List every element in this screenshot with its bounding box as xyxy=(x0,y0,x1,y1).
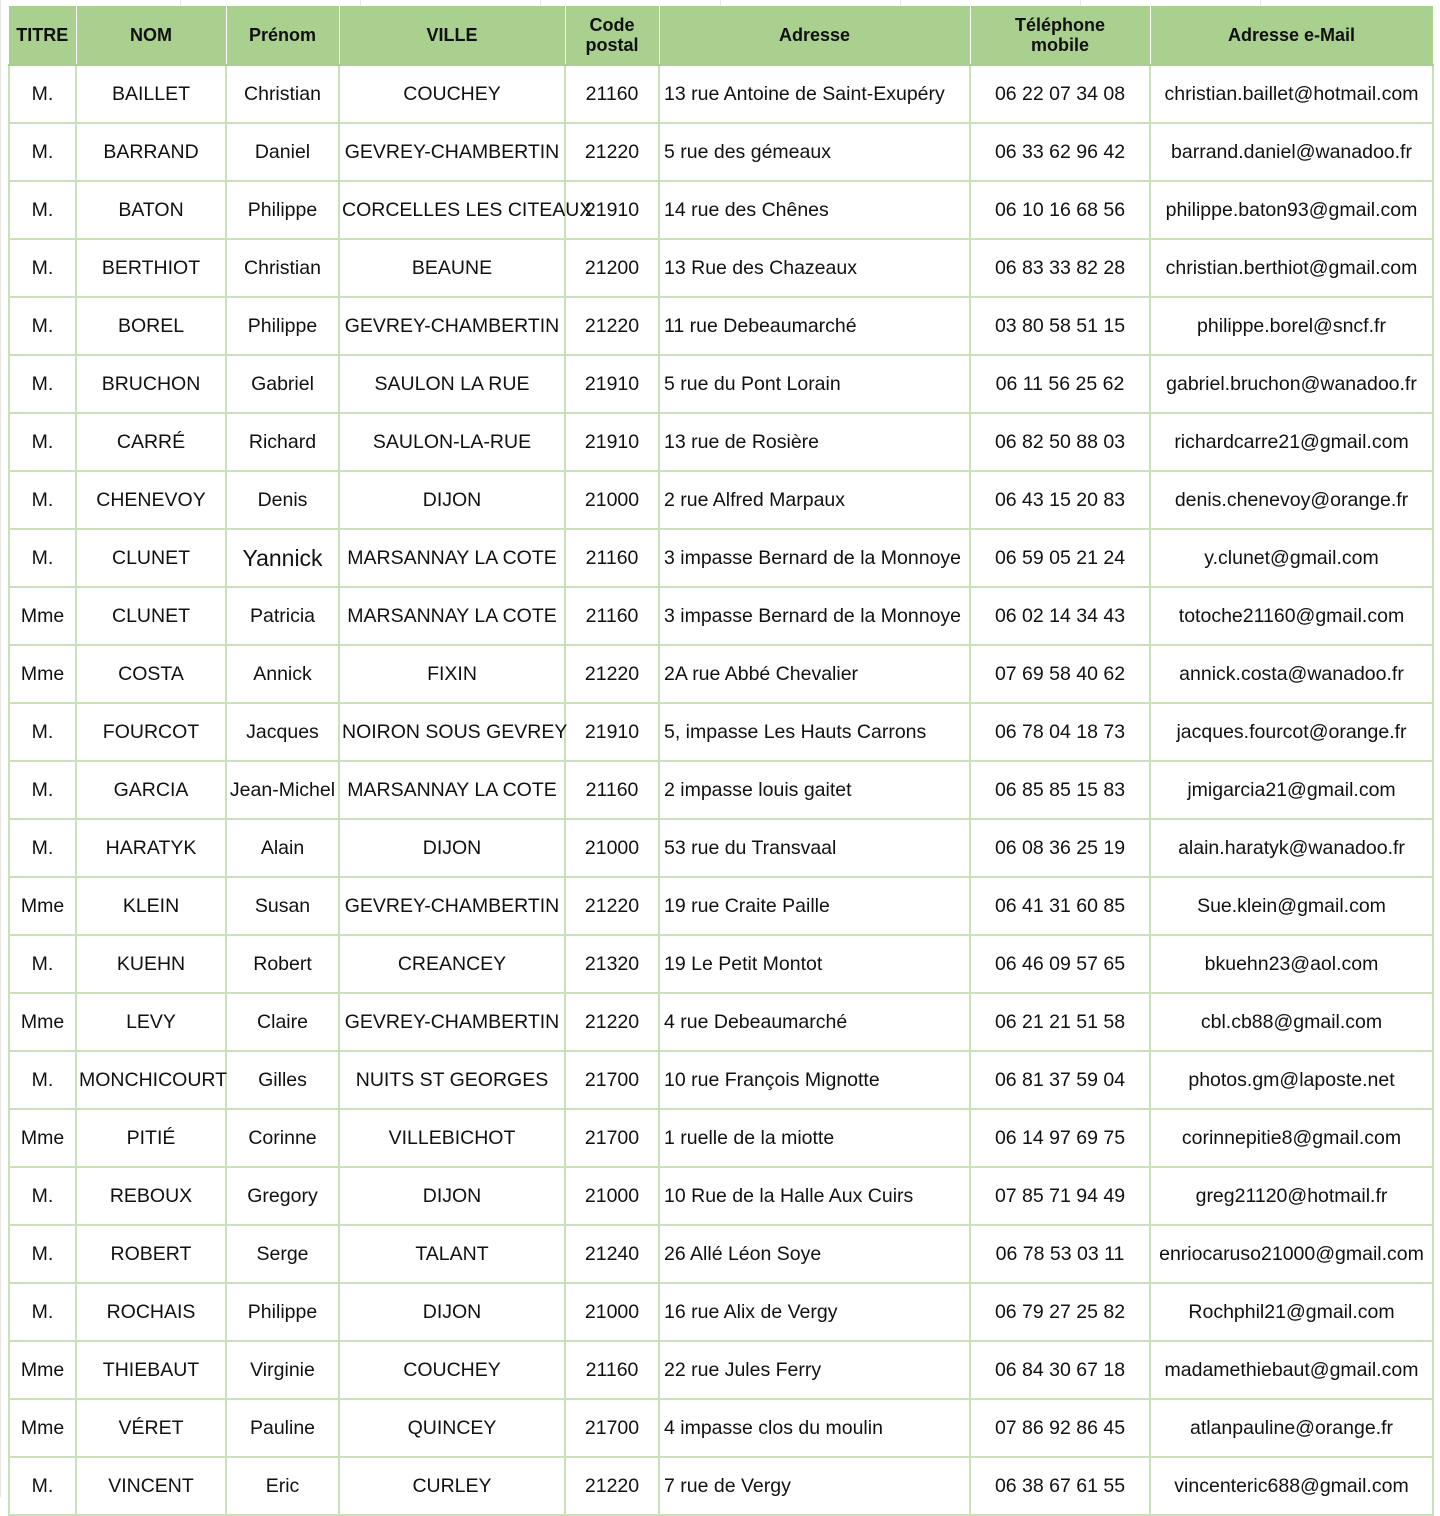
table-header xyxy=(9,6,1433,65)
cell-titre[interactable]: Mme xyxy=(9,587,76,645)
cell-adresse[interactable]: 11 rue Debeaumarché xyxy=(659,297,970,355)
cell-telephone[interactable]: 06 41 31 60 85 xyxy=(970,877,1150,935)
table-row xyxy=(9,239,1433,297)
cell-telephone[interactable]: 06 10 16 68 56 xyxy=(970,181,1150,239)
cell-adresse[interactable]: 19 rue Craite Paille xyxy=(659,877,970,935)
cell-nom[interactable]: THIEBAUT xyxy=(76,1341,226,1399)
cell-nom[interactable]: CHENEVOY xyxy=(76,471,226,529)
header-nom[interactable]: NOM xyxy=(76,6,226,65)
cell-email[interactable]: bkuehn23@aol.com xyxy=(1150,935,1433,993)
table-row xyxy=(9,935,1433,993)
cell-code-postal[interactable]: 21220 xyxy=(565,877,659,935)
cell-telephone[interactable]: 06 11 56 25 62 xyxy=(970,355,1150,413)
cell-nom[interactable]: CLUNET xyxy=(76,587,226,645)
header-telephone[interactable]: Téléphone mobile xyxy=(970,6,1150,65)
cell-ville[interactable]: MARSANNAY LA COTE xyxy=(339,529,565,587)
cell-titre[interactable]: M. xyxy=(9,1283,76,1341)
cell-ville[interactable]: DIJON xyxy=(339,1167,565,1225)
cell-prenom[interactable]: Daniel xyxy=(226,123,339,181)
table-row xyxy=(9,297,1433,355)
cell-titre[interactable]: Mme xyxy=(9,1341,76,1399)
table-row xyxy=(9,1457,1433,1515)
table-row xyxy=(9,993,1433,1051)
cell-telephone[interactable]: 06 84 30 67 18 xyxy=(970,1341,1150,1399)
cell-email[interactable]: photos.gm@laposte.net xyxy=(1150,1051,1433,1109)
cell-titre[interactable]: M. xyxy=(9,297,76,355)
table-row xyxy=(9,645,1433,703)
cell-code-postal[interactable]: 21700 xyxy=(565,1109,659,1167)
table-row xyxy=(9,181,1433,239)
cell-adresse[interactable]: 2 rue Alfred Marpaux xyxy=(659,471,970,529)
cell-prenom[interactable]: Claire xyxy=(226,993,339,1051)
cell-adresse[interactable]: 10 Rue de la Halle Aux Cuirs xyxy=(659,1167,970,1225)
cell-nom[interactable]: BOREL xyxy=(76,297,226,355)
table-row xyxy=(9,65,1433,123)
cell-adresse[interactable]: 13 Rue des Chazeaux xyxy=(659,239,970,297)
cell-telephone[interactable]: 06 14 97 69 75 xyxy=(970,1109,1150,1167)
table-row xyxy=(9,1167,1433,1225)
cell-prenom[interactable]: Eric xyxy=(226,1457,339,1515)
cell-code-postal[interactable]: 21320 xyxy=(565,935,659,993)
header-code-postal[interactable]: Code postal xyxy=(565,6,659,65)
cell-nom[interactable]: GARCIA xyxy=(76,761,226,819)
table-body xyxy=(9,65,1433,1515)
cell-prenom[interactable]: Gabriel xyxy=(226,355,339,413)
cell-adresse[interactable]: 4 rue Debeaumarché xyxy=(659,993,970,1051)
cell-prenom[interactable]: Gregory xyxy=(226,1167,339,1225)
cell-telephone[interactable]: 06 21 21 51 58 xyxy=(970,993,1150,1051)
cell-telephone[interactable]: 06 46 09 57 65 xyxy=(970,935,1150,993)
cell-telephone[interactable]: 06 02 14 34 43 xyxy=(970,587,1150,645)
cell-ville[interactable]: BEAUNE xyxy=(339,239,565,297)
cell-email[interactable]: Sue.klein@gmail.com xyxy=(1150,877,1433,935)
cell-nom[interactable]: BARRAND xyxy=(76,123,226,181)
table-row xyxy=(9,1225,1433,1283)
cell-email[interactable]: enriocaruso21000@gmail.com xyxy=(1150,1225,1433,1283)
cell-prenom[interactable]: Richard xyxy=(226,413,339,471)
cell-code-postal[interactable]: 21200 xyxy=(565,239,659,297)
cell-adresse[interactable]: 1 ruelle de la miotte xyxy=(659,1109,970,1167)
cell-adresse[interactable]: 53 rue du Transvaal xyxy=(659,819,970,877)
cell-telephone[interactable]: 06 22 07 34 08 xyxy=(970,65,1150,123)
cell-code-postal[interactable]: 21910 xyxy=(565,413,659,471)
header-prenom[interactable]: Prénom xyxy=(226,6,339,65)
cell-titre[interactable]: M. xyxy=(9,761,76,819)
cell-code-postal[interactable]: 21700 xyxy=(565,1051,659,1109)
cell-adresse[interactable]: 13 rue Antoine de Saint-Exupéry xyxy=(659,65,970,123)
cell-code-postal[interactable]: 21160 xyxy=(565,587,659,645)
cell-code-postal[interactable]: 21220 xyxy=(565,993,659,1051)
cell-email[interactable]: madamethiebaut@gmail.com xyxy=(1150,1341,1433,1399)
cell-code-postal[interactable]: 21000 xyxy=(565,471,659,529)
cell-email[interactable]: alain.haratyk@wanadoo.fr xyxy=(1150,819,1433,877)
table-row xyxy=(9,471,1433,529)
header-ville[interactable]: VILLE xyxy=(339,6,565,65)
cell-ville[interactable]: GEVREY-CHAMBERTIN xyxy=(339,297,565,355)
cell-ville[interactable]: MARSANNAY LA COTE xyxy=(339,761,565,819)
cell-adresse[interactable]: 3 impasse Bernard de la Monnoye xyxy=(659,587,970,645)
cell-prenom[interactable]: Christian xyxy=(226,239,339,297)
cell-ville[interactable]: COUCHEY xyxy=(339,65,565,123)
cell-email[interactable]: greg21120@hotmail.fr xyxy=(1150,1167,1433,1225)
table-row xyxy=(9,761,1433,819)
cell-email[interactable]: jmigarcia21@gmail.com xyxy=(1150,761,1433,819)
cell-ville[interactable]: SAULON-LA-RUE xyxy=(339,413,565,471)
cell-adresse[interactable]: 26 Allé Léon Soye xyxy=(659,1225,970,1283)
table-row xyxy=(9,1109,1433,1167)
cell-ville[interactable]: COUCHEY xyxy=(339,1341,565,1399)
cell-telephone[interactable]: 06 79 27 25 82 xyxy=(970,1283,1150,1341)
cell-email[interactable]: gabriel.bruchon@wanadoo.fr xyxy=(1150,355,1433,413)
cell-titre[interactable]: M. xyxy=(9,1457,76,1515)
cell-titre[interactable]: M. xyxy=(9,703,76,761)
cell-prenom[interactable]: Philippe xyxy=(226,1283,339,1341)
cell-nom[interactable]: FOURCOT xyxy=(76,703,226,761)
cell-email[interactable]: denis.chenevoy@orange.fr xyxy=(1150,471,1433,529)
cell-nom[interactable]: BERTHIOT xyxy=(76,239,226,297)
cell-telephone[interactable]: 03 80 58 51 15 xyxy=(970,297,1150,355)
cell-email[interactable]: cbl.cb88@gmail.com xyxy=(1150,993,1433,1051)
cell-code-postal[interactable]: 21000 xyxy=(565,1167,659,1225)
cell-adresse[interactable]: 4 impasse clos du moulin xyxy=(659,1399,970,1457)
cell-adresse[interactable]: 5, impasse Les Hauts Carrons xyxy=(659,703,970,761)
cell-prenom[interactable]: Gilles xyxy=(226,1051,339,1109)
cell-code-postal[interactable]: 21160 xyxy=(565,529,659,587)
cell-telephone[interactable]: 06 83 33 82 28 xyxy=(970,239,1150,297)
cell-nom[interactable]: BAILLET xyxy=(76,65,226,123)
cell-telephone[interactable]: 06 59 05 21 24 xyxy=(970,529,1150,587)
cell-adresse[interactable]: 16 rue Alix de Vergy xyxy=(659,1283,970,1341)
cell-adresse[interactable]: 2 impasse louis gaitet xyxy=(659,761,970,819)
cell-nom[interactable]: CLUNET xyxy=(76,529,226,587)
table-row xyxy=(9,1283,1433,1341)
cell-adresse[interactable]: 7 rue de Vergy xyxy=(659,1457,970,1515)
table-row xyxy=(9,1399,1433,1457)
cell-nom[interactable]: COSTA xyxy=(76,645,226,703)
cell-prenom[interactable]: Annick xyxy=(226,645,339,703)
cell-nom[interactable]: ROBERT xyxy=(76,1225,226,1283)
cell-prenom[interactable]: Serge xyxy=(226,1225,339,1283)
cell-code-postal[interactable]: 21220 xyxy=(565,645,659,703)
cell-prenom[interactable]: Patricia xyxy=(226,587,339,645)
cell-titre[interactable]: M. xyxy=(9,65,76,123)
cell-nom[interactable]: BATON xyxy=(76,181,226,239)
cell-code-postal[interactable]: 21220 xyxy=(565,1457,659,1515)
cell-ville[interactable]: DIJON xyxy=(339,1283,565,1341)
cell-ville[interactable]: DIJON xyxy=(339,819,565,877)
cell-nom[interactable]: MONCHICOURT xyxy=(76,1051,226,1109)
cell-email[interactable]: vincenteric688@gmail.com xyxy=(1150,1457,1433,1515)
cell-code-postal[interactable]: 21220 xyxy=(565,297,659,355)
cell-email[interactable]: christian.berthiot@gmail.com xyxy=(1150,239,1433,297)
cell-prenom[interactable]: Jean-Michel xyxy=(226,761,339,819)
cell-titre[interactable]: M. xyxy=(9,413,76,471)
table-row xyxy=(9,703,1433,761)
cell-adresse[interactable]: 10 rue François Mignotte xyxy=(659,1051,970,1109)
cell-code-postal[interactable]: 21160 xyxy=(565,65,659,123)
cell-ville[interactable]: FIXIN xyxy=(339,645,565,703)
cell-prenom[interactable]: Jacques xyxy=(226,703,339,761)
table-row xyxy=(9,413,1433,471)
cell-titre[interactable]: M. xyxy=(9,935,76,993)
cell-ville[interactable]: VILLEBICHOT xyxy=(339,1109,565,1167)
cell-prenom[interactable]: Pauline xyxy=(226,1399,339,1457)
cell-email[interactable]: annick.costa@wanadoo.fr xyxy=(1150,645,1433,703)
header-row xyxy=(9,6,1433,65)
cell-ville[interactable]: CORCELLES LES CITEAUX xyxy=(339,181,565,239)
cell-adresse[interactable]: 22 rue Jules Ferry xyxy=(659,1341,970,1399)
table-row xyxy=(9,355,1433,413)
table-row xyxy=(9,529,1433,587)
cell-code-postal[interactable]: 21910 xyxy=(565,181,659,239)
cell-ville[interactable]: CURLEY xyxy=(339,1457,565,1515)
cell-titre[interactable]: M. xyxy=(9,355,76,413)
cell-email[interactable]: barrand.daniel@wanadoo.fr xyxy=(1150,123,1433,181)
cell-ville[interactable]: MARSANNAY LA COTE xyxy=(339,587,565,645)
cell-titre[interactable]: Mme xyxy=(9,877,76,935)
table-row xyxy=(9,123,1433,181)
cell-nom[interactable]: REBOUX xyxy=(76,1167,226,1225)
cell-prenom[interactable]: Yannick xyxy=(226,529,339,587)
table-row xyxy=(9,1341,1433,1399)
cell-titre[interactable]: M. xyxy=(9,1167,76,1225)
cell-prenom[interactable]: Philippe xyxy=(226,181,339,239)
cell-prenom[interactable]: Alain xyxy=(226,819,339,877)
cell-email[interactable]: philippe.baton93@gmail.com xyxy=(1150,181,1433,239)
cell-prenom[interactable]: Philippe xyxy=(226,297,339,355)
cell-ville[interactable]: QUINCEY xyxy=(339,1399,565,1457)
cell-ville[interactable]: GEVREY-CHAMBERTIN xyxy=(339,877,565,935)
cell-prenom[interactable]: Virginie xyxy=(226,1341,339,1399)
cell-nom[interactable]: ROCHAIS xyxy=(76,1283,226,1341)
cell-code-postal[interactable]: 21910 xyxy=(565,703,659,761)
cell-code-postal[interactable]: 21160 xyxy=(565,1341,659,1399)
table-row xyxy=(9,877,1433,935)
table-row xyxy=(9,587,1433,645)
cell-email[interactable]: y.clunet@gmail.com xyxy=(1150,529,1433,587)
cell-titre[interactable]: M. xyxy=(9,471,76,529)
cell-code-postal[interactable]: 21000 xyxy=(565,1283,659,1341)
header-titre[interactable]: TITRE xyxy=(9,6,76,65)
cell-telephone[interactable]: 06 78 04 18 73 xyxy=(970,703,1150,761)
cell-prenom[interactable]: Robert xyxy=(226,935,339,993)
cell-titre[interactable]: M. xyxy=(9,529,76,587)
cell-email[interactable]: corinnepitie8@gmail.com xyxy=(1150,1109,1433,1167)
cell-telephone[interactable]: 06 81 37 59 04 xyxy=(970,1051,1150,1109)
cell-telephone[interactable]: 06 78 53 03 11 xyxy=(970,1225,1150,1283)
cell-telephone[interactable]: 06 43 15 20 83 xyxy=(970,471,1150,529)
table-row xyxy=(9,1051,1433,1109)
cell-titre[interactable]: M. xyxy=(9,819,76,877)
cell-titre[interactable]: Mme xyxy=(9,1399,76,1457)
table-row xyxy=(9,819,1433,877)
cell-adresse[interactable]: 2A rue Abbé Chevalier xyxy=(659,645,970,703)
cell-nom[interactable]: KUEHN xyxy=(76,935,226,993)
cell-adresse[interactable]: 13 rue de Rosière xyxy=(659,413,970,471)
cell-email[interactable]: jacques.fourcot@orange.fr xyxy=(1150,703,1433,761)
cell-code-postal[interactable]: 21700 xyxy=(565,1399,659,1457)
cell-code-postal[interactable]: 21220 xyxy=(565,123,659,181)
cell-email[interactable]: totoche21160@gmail.com xyxy=(1150,587,1433,645)
cell-nom[interactable]: VÉRET xyxy=(76,1399,226,1457)
cell-code-postal[interactable]: 21240 xyxy=(565,1225,659,1283)
cell-ville[interactable]: NOIRON SOUS GEVREY xyxy=(339,703,565,761)
cell-nom[interactable]: VINCENT xyxy=(76,1457,226,1515)
cell-ville[interactable]: SAULON LA RUE xyxy=(339,355,565,413)
cell-titre[interactable]: Mme xyxy=(9,993,76,1051)
cell-nom[interactable]: CARRÉ xyxy=(76,413,226,471)
cell-email[interactable]: richardcarre21@gmail.com xyxy=(1150,413,1433,471)
cell-titre[interactable]: M. xyxy=(9,239,76,297)
cell-ville[interactable]: NUITS ST GEORGES xyxy=(339,1051,565,1109)
cell-telephone[interactable]: 07 85 71 94 49 xyxy=(970,1167,1150,1225)
cell-adresse[interactable]: 5 rue du Pont Lorain xyxy=(659,355,970,413)
cell-adresse[interactable]: 3 impasse Bernard de la Monnoye xyxy=(659,529,970,587)
cell-nom[interactable]: HARATYK xyxy=(76,819,226,877)
cell-ville[interactable]: CREANCEY xyxy=(339,935,565,993)
cell-titre[interactable]: M. xyxy=(9,1051,76,1109)
cell-telephone[interactable]: 06 33 62 96 42 xyxy=(970,123,1150,181)
cell-adresse[interactable]: 19 Le Petit Montot xyxy=(659,935,970,993)
cell-code-postal[interactable]: 21910 xyxy=(565,355,659,413)
cell-titre[interactable]: M. xyxy=(9,1225,76,1283)
cell-titre[interactable]: M. xyxy=(9,181,76,239)
cell-ville[interactable]: GEVREY-CHAMBERTIN xyxy=(339,993,565,1051)
cell-email[interactable]: philippe.borel@sncf.fr xyxy=(1150,297,1433,355)
cell-nom[interactable]: PITIÉ xyxy=(76,1109,226,1167)
contacts-table xyxy=(8,6,1434,1516)
cell-titre[interactable]: Mme xyxy=(9,1109,76,1167)
cell-titre[interactable]: M. xyxy=(9,123,76,181)
cell-ville[interactable]: DIJON xyxy=(339,471,565,529)
cell-nom[interactable]: LEVY xyxy=(76,993,226,1051)
cell-prenom[interactable]: Christian xyxy=(226,65,339,123)
cell-ville[interactable]: TALANT xyxy=(339,1225,565,1283)
cell-code-postal[interactable]: 21160 xyxy=(565,761,659,819)
cell-prenom[interactable]: Susan xyxy=(226,877,339,935)
cell-telephone[interactable]: 06 08 36 25 19 xyxy=(970,819,1150,877)
cell-telephone[interactable]: 06 82 50 88 03 xyxy=(970,413,1150,471)
cell-adresse[interactable]: 14 rue des Chênes xyxy=(659,181,970,239)
cell-nom[interactable]: KLEIN xyxy=(76,877,226,935)
cell-telephone[interactable]: 07 86 92 86 45 xyxy=(970,1399,1150,1457)
cell-telephone[interactable]: 07 69 58 40 62 xyxy=(970,645,1150,703)
cell-code-postal[interactable]: 21000 xyxy=(565,819,659,877)
cell-telephone[interactable]: 06 85 85 15 83 xyxy=(970,761,1150,819)
cell-ville[interactable]: GEVREY-CHAMBERTIN xyxy=(339,123,565,181)
cell-email[interactable]: Rochphil21@gmail.com xyxy=(1150,1283,1433,1341)
header-email[interactable]: Adresse e-Mail xyxy=(1150,6,1433,65)
cell-prenom[interactable]: Denis xyxy=(226,471,339,529)
cell-email[interactable]: atlanpauline@orange.fr xyxy=(1150,1399,1433,1457)
cell-adresse[interactable]: 5 rue des gémeaux xyxy=(659,123,970,181)
cell-titre[interactable]: Mme xyxy=(9,645,76,703)
header-adresse[interactable]: Adresse xyxy=(659,6,970,65)
cell-nom[interactable]: BRUCHON xyxy=(76,355,226,413)
cell-telephone[interactable]: 06 38 67 61 55 xyxy=(970,1457,1150,1515)
cell-prenom[interactable]: Corinne xyxy=(226,1109,339,1167)
cell-email[interactable]: christian.baillet@hotmail.com xyxy=(1150,65,1433,123)
